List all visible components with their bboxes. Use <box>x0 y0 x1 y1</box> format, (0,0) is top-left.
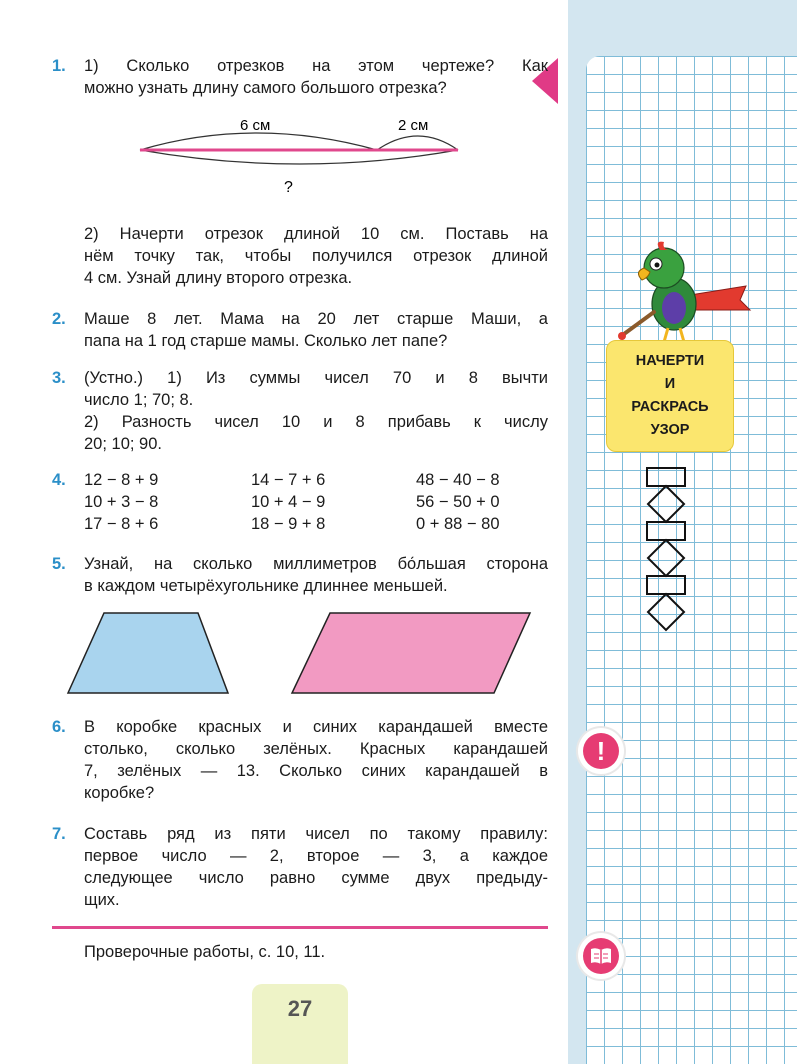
task-text-line: 2) Начерти отрезок длиной 10 см. Поставь на <box>84 225 548 243</box>
paintbrush-tip <box>618 332 626 340</box>
attention-icon <box>578 728 624 774</box>
parrot-illustration <box>614 238 752 344</box>
expression: 10 + 4 − 9 <box>251 493 326 511</box>
task-number: 7. <box>52 825 66 843</box>
task-number: 5. <box>52 555 66 573</box>
label-6cm: 6 см <box>240 117 271 134</box>
task-text-line: (Устно.) 1) Из суммы чисел 70 и 8 вычти <box>84 369 548 387</box>
expression: 12 − 8 + 9 <box>84 471 159 489</box>
task-text-line: столько, сколько зелёных. Красных карандашей <box>84 740 548 758</box>
trapezoid <box>68 613 228 693</box>
book-icon <box>578 933 624 979</box>
task-text-line: папа на 1 год старше мамы. Сколько лет папе? <box>84 332 448 350</box>
pattern-rect <box>647 468 685 486</box>
task-text-line: 4 см. Узнай длину второго отрезка. <box>84 269 353 287</box>
parrot-head <box>644 248 684 288</box>
task-7 <box>52 823 548 911</box>
sticky-line: РАСКРАСЬ <box>631 399 709 415</box>
pattern-squares-diamonds <box>640 466 692 656</box>
expression: 17 − 8 + 6 <box>84 515 159 533</box>
open-book-icon <box>590 947 612 965</box>
task-3 <box>52 367 548 455</box>
arc-2cm <box>377 136 458 150</box>
attention-symbol: ! <box>583 733 619 769</box>
task-number: 2. <box>52 310 66 328</box>
task-number: 6. <box>52 718 66 736</box>
expression: 10 + 3 − 8 <box>84 493 159 511</box>
label-question: ? <box>284 179 293 196</box>
task-text-line: 7, зелёных — 13. Сколько синих карандашей в <box>84 762 548 780</box>
task-text-line: нём точку так, чтобы получился отрезок длиной <box>84 247 548 265</box>
parrot-pupil <box>655 263 660 268</box>
label-2cm: 2 см <box>398 117 429 134</box>
paintbrush <box>624 312 654 334</box>
book-icon-inner <box>583 938 619 974</box>
task-text-line: следующее число равно сумме двух предыду- <box>84 869 548 887</box>
task-1 <box>52 55 548 99</box>
task-text-line: в каждом четырёхугольнике длиннее меньшей. <box>84 577 448 595</box>
sticky-note-draw-pattern <box>606 340 734 452</box>
page-number: 27 <box>287 996 313 1021</box>
task-text-line: можно узнать длину самого большого отрезка? <box>84 79 447 97</box>
arc-6cm <box>140 133 377 150</box>
sticky-line: И <box>664 376 676 392</box>
task-5 <box>52 553 548 597</box>
task-text-line: 2) Разность чисел 10 и 8 прибавь к числу <box>84 413 548 431</box>
sticky-line: УЗОР <box>650 422 690 438</box>
task-number: 3. <box>52 369 66 387</box>
expression: 18 − 9 + 8 <box>251 515 326 533</box>
task-text-line: 20; 10; 90. <box>84 435 162 453</box>
task-6 <box>52 716 548 804</box>
footer-reference: Проверочные работы, с. 10, 11. <box>84 943 326 961</box>
sticky-line: НАЧЕРТИ <box>635 353 705 369</box>
task-text-line: число 1; 70; 8. <box>84 391 194 409</box>
task-text-line: Составь ряд из пяти чисел по такому правилу: <box>84 825 548 843</box>
quadrilaterals <box>60 605 540 705</box>
pattern-rect <box>647 576 685 594</box>
pattern-diamond <box>648 486 684 522</box>
task-number: 1. <box>52 57 66 75</box>
parallelogram <box>292 613 530 693</box>
task-text-line: первое число — 2, второе — 3, а каждое <box>84 847 548 865</box>
task-text-line: коробке? <box>84 784 155 802</box>
task-2 <box>52 308 548 352</box>
expression: 56 − 50 + 0 <box>416 493 500 511</box>
pattern-diamond <box>648 540 684 576</box>
footer-divider <box>52 926 548 929</box>
task-text-line: Узнай, на сколько миллиметров бо́льшая сторона <box>84 555 548 573</box>
parrot-belly <box>662 292 686 324</box>
task-1-part-2 <box>52 223 548 289</box>
task-text-line: В коробке красных и синих карандашей вместе <box>84 718 548 736</box>
pattern-rect <box>647 522 685 540</box>
pattern-diamond <box>648 594 684 630</box>
expression: 14 − 7 + 6 <box>251 471 326 489</box>
expression: 48 − 40 − 8 <box>416 471 500 489</box>
arc-total <box>140 150 458 164</box>
task-text-line: 1) Сколько отрезков на этом чертеже? Как <box>84 57 548 75</box>
segment-diagram <box>130 108 470 203</box>
task-number: 4. <box>52 471 66 489</box>
task-text-line: Маше 8 лет. Мама на 20 лет старше Маши, а <box>84 310 548 328</box>
expression: 0 + 88 − 80 <box>416 515 500 533</box>
task-text-line: щих. <box>84 891 120 909</box>
